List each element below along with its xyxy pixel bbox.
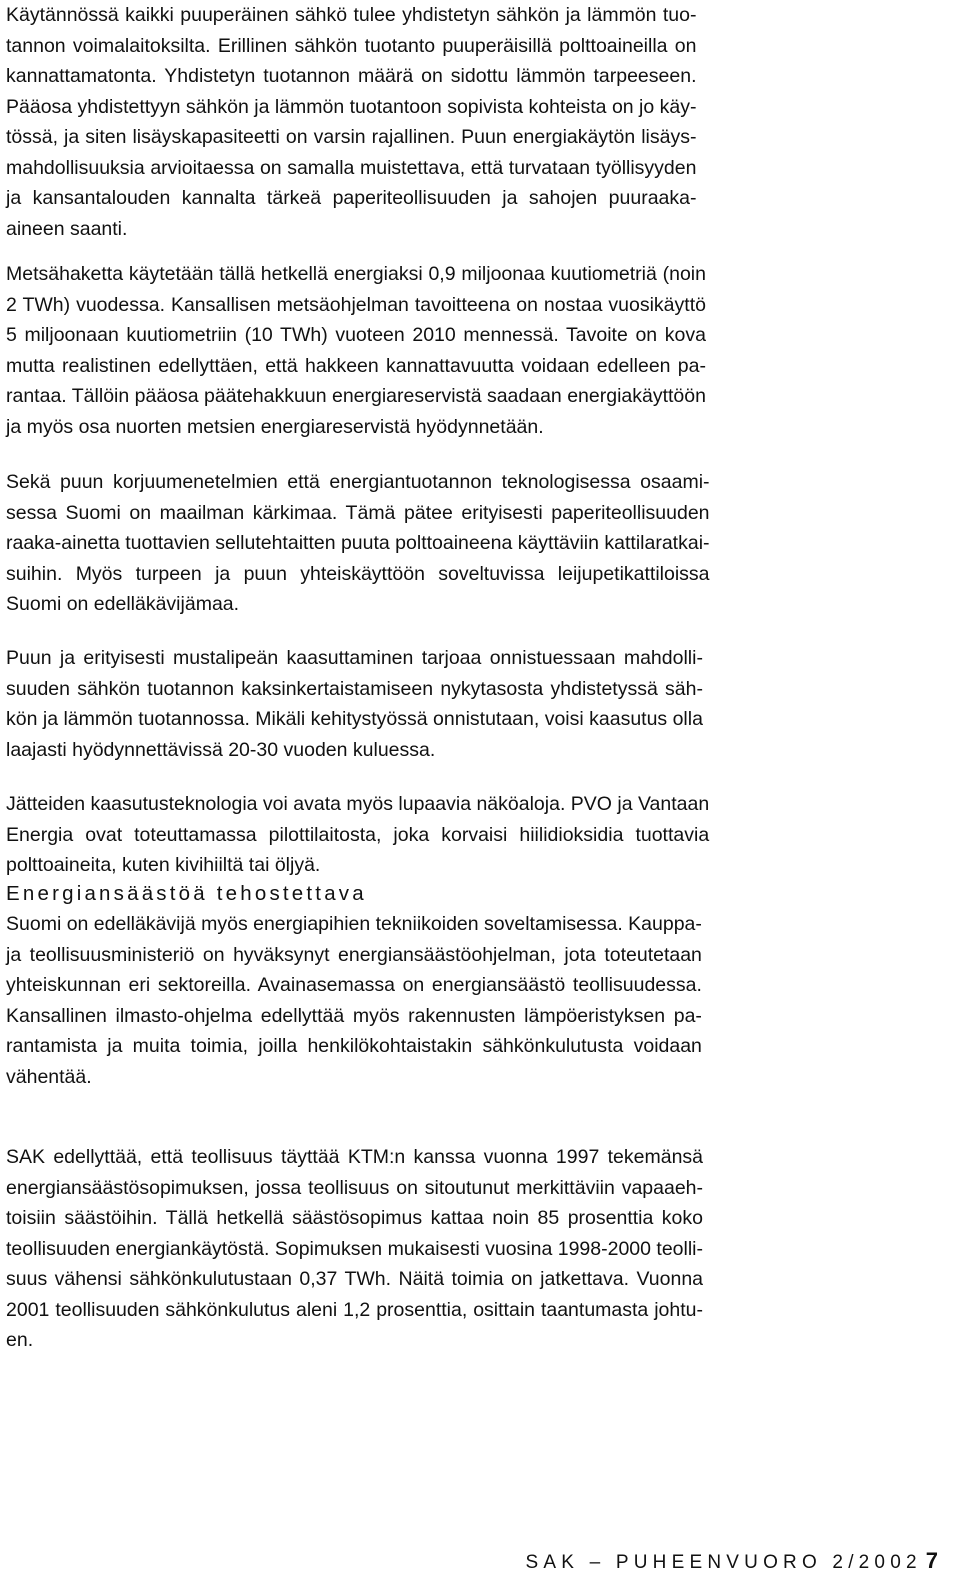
- text-line: ja teollisuusministeriö on hyväksynyt energiansäästöohjelman, jota toteutetaan: [6, 943, 702, 966]
- paragraph-gasification: [6, 643, 703, 765]
- text-line: Käytännössä kaikki puuperäinen sähkö tulee yhdistetyn sähkön ja lämmön tuo-: [6, 4, 697, 26]
- paragraph-harvesting-technology: [6, 467, 710, 620]
- text-line: Kansallinen ilmasto-ohjelma edellyttää myös rakennusten lämpöeristyksen pa-: [6, 1004, 702, 1027]
- text-line: Pääosa yhdistettyyn sähkön ja lämmön tuotantoon sopivista kohteista on jo käy-: [6, 95, 697, 118]
- text-line: polttoaineita, kuten kivihiiltä tai öljyä.: [6, 854, 321, 876]
- text-line: 5 miljoonaan kuutiometriin (10 TWh) vuoteen 2010 mennessä. Tavoite on kova: [6, 324, 706, 346]
- text-line: Suomi on edelläkävijä myös energiapihien tekniikoiden soveltamisessa. Kauppa-: [6, 913, 702, 935]
- text-line: energiansäästösopimuksen, jossa teollisuus on sitoutunut merkittäviin vapaaeh-: [6, 1176, 704, 1199]
- publication-name: SAK – PUHEENVUORO 2/2002: [525, 1552, 922, 1573]
- text-line: suuden sähkön tuotannon kaksinkertaistamiseen nykytasosta yhdistetyssä säh-: [6, 677, 703, 700]
- text-line: rantamista ja muita toimia, joilla henkilökohtaistakin sähkönkulutusta voidaan: [6, 1035, 702, 1057]
- text-line: en.: [6, 1329, 34, 1351]
- text-line: Sekä puun korjuumenetelmien että energiantuotannon teknologisessa osaami-: [6, 471, 710, 493]
- text-line: 2001 teollisuuden sähkönkulutus aleni 1,2 prosenttia, osittain taantumasta johtu-: [6, 1298, 704, 1321]
- text-line: yhteiskunnan eri sektoreilla. Avainasemassa on energiansäästö teollisuudessa.: [6, 974, 702, 996]
- text-line: Metsähaketta käytetään tällä hetkellä energiaksi 0,9 miljoonaa kuutiometriä (noin: [6, 263, 706, 285]
- text-line: mahdollisuuksia arvioitaessa on samalla muistettava, että turvataan työllisyyden: [6, 156, 697, 179]
- text-line: raaka-ainetta tuottavien sellutehtaitten puuta polttoaineena käyttäviin kattilaratkai-: [6, 532, 710, 554]
- text-line: teollisuuden energiankäytöstä. Sopimuksen mukaisesti vuosina 1998-2000 teolli-: [6, 1237, 704, 1260]
- page-number: 7: [925, 1548, 938, 1573]
- text-line: Jätteiden kaasutusteknologia voi avata myös lupaavia näköaloja. PVO ja Vantaan: [6, 793, 710, 815]
- text-line: vähentää.: [6, 1065, 92, 1088]
- paragraph-waste-gasification: [6, 789, 709, 881]
- text-line: kannattamatonta. Yhdistetyn tuotannon määrä on sidottu lämmön tarpeeseen.: [6, 65, 697, 87]
- page-footer: [526, 1547, 938, 1577]
- text-line: toisiin säästöihin. Tällä hetkellä säästösopimus kattaa noin 85 prosenttia koko: [6, 1207, 704, 1229]
- text-line: mutta realistinen edellyttäen, että hakkeen kannattavuutta voidaan edelleen pa-: [6, 354, 706, 377]
- text-line: aineen saanti.: [6, 217, 128, 240]
- text-line: suus vähensi sähkönkulutustaan 0,37 TWh. Näitä toimia on jatkettava. Vuonna: [6, 1268, 704, 1290]
- text-line: ja myös osa nuorten metsien energiareservistä hyödynnetään.: [6, 415, 544, 438]
- text-line: Puun ja erityisesti mustalipeän kaasuttaminen tarjoaa onnistuessaan mahdolli-: [6, 647, 703, 669]
- paragraph-forest-chips: [6, 259, 706, 442]
- text-line: tössä, ja siten lisäyskapasiteetti on varsin rajallinen. Puun energiakäytön lisäys-: [6, 126, 697, 148]
- text-line: tannon voimalaitoksilta. Erillinen sähkön tuotanto puuperäisillä polttoaineilla on: [6, 34, 697, 57]
- text-line: 2 TWh) vuodessa. Kansallisen metsäohjelman tavoitteena on nostaa vuosikäyttö: [6, 293, 706, 316]
- text-line: sessa Suomi on maailman kärkimaa. Tämä pätee erityisesti paperiteollisuuden: [6, 501, 710, 524]
- text-line: rantaa. Tällöin pääosa päätehakkuun energiareservistä saadaan energiakäyttöön: [6, 385, 706, 407]
- text-line: Energia ovat toteuttamassa pilottilaitosta, joka korvaisi hiilidioksidia tuottavia: [6, 823, 710, 846]
- paragraph-sak-agreement: [6, 1142, 703, 1356]
- text-line: suihin. Myös turpeen ja puun yhteiskäyttöön soveltuvissa leijupetikattiloissa: [6, 562, 710, 585]
- text-line: ja kansantalouden kannalta tärkeä paperiteollisuuden ja sahojen puuraaka-: [6, 187, 697, 209]
- text-line: SAK edellyttää, että teollisuus täyttää KTM:n kanssa vuonna 1997 tekemänsä: [6, 1146, 704, 1168]
- text-line: laajasti hyödynnettävissä 20-30 vuoden kuluessa.: [6, 738, 436, 761]
- text-line: kön ja lämmön tuotannossa. Mikäli kehitystyössä onnistutaan, voisi kaasutus olla: [6, 708, 703, 730]
- paragraph-energy-saving: [6, 909, 702, 1092]
- text-line: Suomi on edelläkävijämaa.: [6, 593, 240, 615]
- paragraph-wood-electricity: [6, 0, 696, 244]
- section-heading: Energiansäästöä tehostettava: [6, 882, 367, 905]
